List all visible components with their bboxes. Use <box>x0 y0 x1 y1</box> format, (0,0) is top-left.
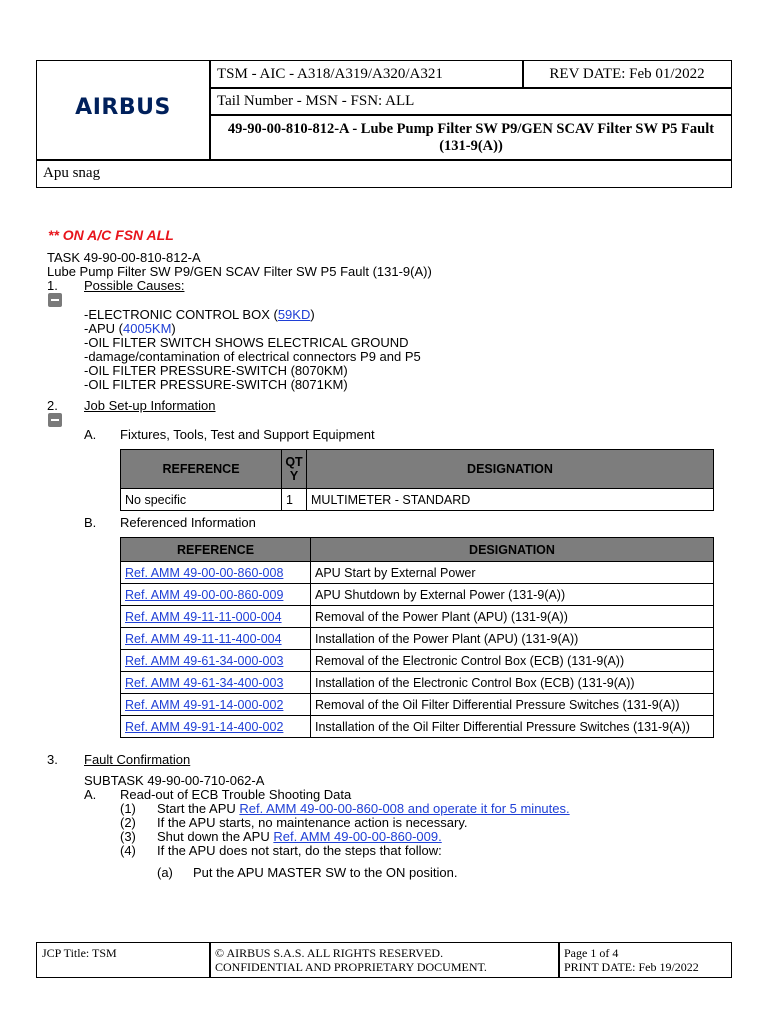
jcp-title: JCP Title: TSM <box>42 946 117 960</box>
ref-designation: Installation of the Electronic Control Box (ECB) (131-9(A)) <box>311 672 714 694</box>
amm-ref-link[interactable]: Ref. AMM 49-00-00-860-008 and operate it for 5 minutes. <box>239 801 570 816</box>
step-number: (4) <box>120 843 136 858</box>
section-1-title: Possible Causes: <box>84 278 185 293</box>
header-row-line-3 <box>36 159 732 161</box>
tools-header-reference: REFERENCE <box>121 450 282 489</box>
tools-table-header <box>121 450 714 489</box>
amm-ref-link[interactable]: Ref. AMM 49-61-34-000-003 <box>125 653 284 668</box>
cause-3: -OIL FILTER SWITCH SHOWS ELECTRICAL GROUND <box>84 335 409 350</box>
amm-ref-link[interactable]: Ref. AMM 49-00-00-860-009. <box>273 829 442 844</box>
amm-ref-link[interactable]: Ref. AMM 49-00-00-860-009 <box>125 587 284 602</box>
refs-header-designation: DESIGNATION <box>311 538 714 562</box>
task-title-header: 49-90-00-810-812-A - Lube Pump Filter SW P9/GEN SCAV Filter SW P5 Fault (131-9(A)) <box>227 121 715 154</box>
cause-2: -APU (4005KM) <box>84 321 176 336</box>
amm-ref-link[interactable]: Ref. AMM 49-61-34-400-003 <box>125 675 284 690</box>
references-table <box>120 537 714 738</box>
header-row-line-1 <box>209 87 732 89</box>
amm-ref-link[interactable]: Ref. AMM 49-00-00-860-008 <box>125 565 284 580</box>
copyright-line-1: © AIRBUS S.A.S. ALL RIGHTS RESERVED. <box>215 946 444 960</box>
cause-1: -ELECTRONIC CONTROL BOX (59KD) <box>84 307 315 322</box>
tools-cell-qty: 1 <box>282 489 307 511</box>
substep-text: Put the APU MASTER SW to the ON position. <box>193 865 458 880</box>
ref-designation: Removal of the Electronic Control Box (ECB) (131-9(A)) <box>311 650 714 672</box>
amm-ref-link[interactable]: Ref. AMM 49-11-11-000-004 <box>125 609 282 624</box>
tsm-label: TSM - AIC - A318/A319/A320/A321 <box>217 66 443 82</box>
refs-header-reference: REFERENCE <box>121 538 311 562</box>
step-4: If the APU does not start, do the steps that follow: <box>157 843 442 858</box>
tools-cell-reference: No specific <box>121 489 282 511</box>
footer-divider-1 <box>209 942 211 978</box>
effectivity-label: ** ON A/C FSN ALL <box>48 227 174 243</box>
subsection-a-title: Read-out of ECB Trouble Shooting Data <box>120 787 352 802</box>
cause-5: -OIL FILTER PRESSURE-SWITCH (8070KM) <box>84 363 348 378</box>
cause-4: -damage/contamination of electrical connectors P9 and P5 <box>84 349 421 364</box>
table-row <box>121 694 714 716</box>
airbus-logo: AIRBUS <box>75 95 171 120</box>
subsection-a-letter: A. <box>84 787 97 802</box>
table-row <box>121 584 714 606</box>
tools-header-designation: DESIGNATION <box>307 450 714 489</box>
step-3: Shut down the APU Ref. AMM 49-00-00-860-009. <box>157 829 442 844</box>
subtask-id: SUBTASK 49-90-00-710-062-A <box>84 773 265 788</box>
task-title: Lube Pump Filter SW P9/GEN SCAV Filter SW P5 Fault (131-9(A)) <box>47 264 432 279</box>
step-number: (2) <box>120 815 136 830</box>
collapse-icon[interactable] <box>48 413 62 427</box>
section-2-number: 2. <box>47 398 58 413</box>
table-row <box>121 672 714 694</box>
amm-ref-link[interactable]: Ref. AMM 49-91-14-400-002 <box>125 719 284 734</box>
tools-cell-designation: MULTIMETER - STANDARD <box>307 489 714 511</box>
tail-number: Tail Number - MSN - FSN: ALL <box>217 93 415 109</box>
table-row <box>121 606 714 628</box>
ref-designation: APU Start by External Power <box>311 562 714 584</box>
amm-ref-link[interactable]: Ref. AMM 49-91-14-000-002 <box>125 697 284 712</box>
print-date: PRINT DATE: Feb 19/2022 <box>564 960 699 974</box>
step-number: (3) <box>120 829 136 844</box>
copyright-line-2: CONFIDENTIAL AND PROPRIETARY DOCUMENT. <box>215 960 487 974</box>
header-row-line-2 <box>209 114 732 116</box>
task-id: TASK 49-90-00-810-812-A <box>47 250 201 265</box>
step-2: If the APU starts, no maintenance action is necessary. <box>157 815 468 830</box>
table-row <box>121 650 714 672</box>
table-row <box>121 628 714 650</box>
amm-ref-link[interactable]: Ref. AMM 49-11-11-400-004 <box>125 631 282 646</box>
section-3-number: 3. <box>47 752 58 767</box>
cause-6: -OIL FILTER PRESSURE-SWITCH (8071KM) <box>84 377 348 392</box>
tools-header-qty: QT Y <box>282 450 307 489</box>
table-row <box>121 562 714 584</box>
step-number: (1) <box>120 801 136 816</box>
table-row <box>121 489 714 511</box>
table-row <box>121 716 714 738</box>
section-3-title: Fault Confirmation <box>84 752 191 767</box>
collapse-icon[interactable] <box>48 293 62 307</box>
references-table-header <box>121 538 714 562</box>
section-1-number: 1. <box>47 278 58 293</box>
subsection-b-letter: B. <box>84 515 97 530</box>
cause-link-59kd[interactable]: 59KD <box>277 307 311 322</box>
ref-designation: APU Shutdown by External Power (131-9(A)) <box>311 584 714 606</box>
footer-divider-2 <box>558 942 560 978</box>
ref-designation: Installation of the Oil Filter Differential Pressure Switches (131-9(A)) <box>311 716 714 738</box>
ref-designation: Removal of the Power Plant (APU) (131-9(A)) <box>311 606 714 628</box>
rev-date: REV DATE: Feb 01/2022 <box>549 66 705 82</box>
substep-number: (a) <box>157 865 173 880</box>
tools-table <box>120 449 714 511</box>
subsection-b-title: Referenced Information <box>120 515 256 530</box>
subsection-a-letter: A. <box>84 427 97 442</box>
ref-designation: Installation of the Power Plant (APU) (131-9(A)) <box>311 628 714 650</box>
cause-link-4005km[interactable]: 4005KM <box>123 321 172 336</box>
snag-note: Apu snag <box>43 165 101 181</box>
subsection-a-title: Fixtures, Tools, Test and Support Equipment <box>120 427 375 442</box>
section-2-title: Job Set-up Information <box>84 398 216 413</box>
step-1: Start the APU Ref. AMM 49-00-00-860-008 and operate it for 5 minutes. <box>157 801 570 816</box>
ref-designation: Removal of the Oil Filter Differential Pressure Switches (131-9(A)) <box>311 694 714 716</box>
page-number: Page 1 of 4 <box>564 946 619 960</box>
